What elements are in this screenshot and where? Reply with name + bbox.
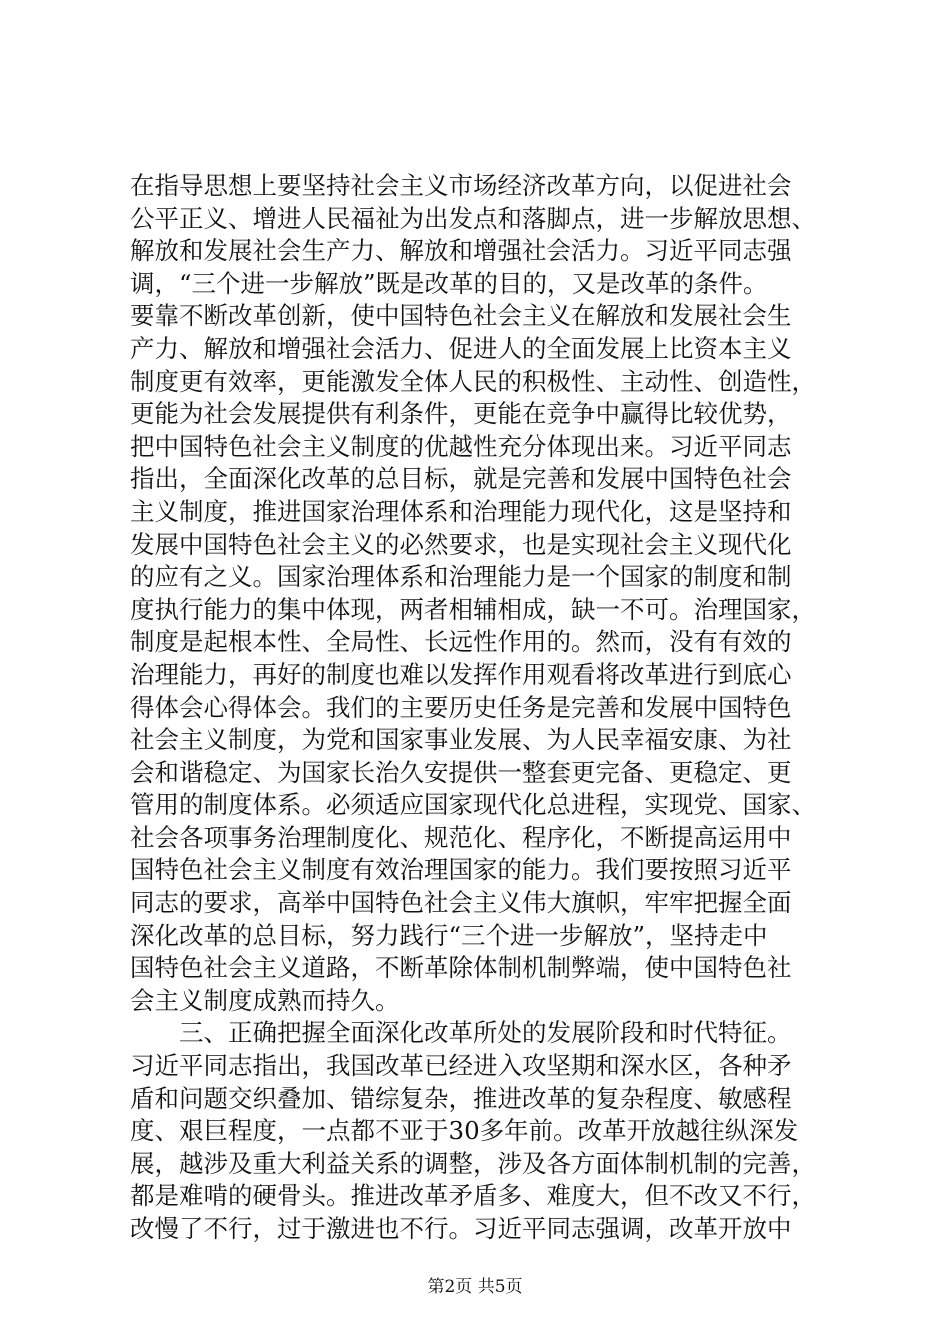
- text-line: 会和谐稳定、为国家长治久安提供一整套更完备、更稳定、更: [130, 757, 792, 787]
- text-line: 社会各项事务治理制度化、规范化、程序化，不断提高运用中: [130, 822, 792, 852]
- text-line: 深化改革的总目标，努力践行“三个进一步解放”，坚持走中: [130, 920, 768, 950]
- text-line: 调，“三个进一步解放”既是改革的目的，又是改革的条件。: [130, 268, 768, 298]
- text-line: 治理能力，再好的制度也难以发挥作用观看将改革进行到底心: [130, 659, 792, 689]
- text-line: 社会主义制度，为党和国家事业发展、为人民幸福安康、为社: [130, 725, 792, 755]
- text-line: 会主义制度成熟而持久。: [130, 985, 400, 1015]
- text-line: 国特色社会主义道路，不断革除体制机制弊端，使中国特色社: [130, 953, 792, 983]
- section-heading: 三、正确把握全面深化改革所处的发展阶段和时代特征。: [179, 1018, 792, 1048]
- text-line: 把中国特色社会主义制度的优越性充分体现出来。习近平同志: [130, 431, 792, 461]
- text-line: 在指导思想上要坚持社会主义市场经济改革方向，以促进社会: [130, 171, 792, 200]
- text-line: 发展中国特色社会主义的必然要求，也是实现社会主义现代化: [130, 529, 792, 559]
- body-text: [130, 170, 830, 1246]
- text-line: 产力、解放和增强社会活力、促进人的全面发展上比资本主义: [130, 333, 792, 363]
- text-line: 都是难啃的硬骨头。推进改革矛盾多、难度大，但不改又不行，: [130, 1181, 816, 1211]
- text-line: 得体会心得体会。我们的主要历史任务是完善和发展中国特色: [130, 692, 792, 722]
- text-line: 盾和问题交织叠加、错综复杂，推进改革的复杂程度、敏感程: [130, 1083, 792, 1113]
- text-line: 制度是起根本性、全局性、长远性作用的。然而，没有有效的: [130, 627, 792, 657]
- text-line: 主义制度，推进国家治理体系和治理能力现代化，这是坚持和: [130, 496, 792, 526]
- text-line: 公平正义、增进人民福祉为出发点和落脚点，进一步解放思想、: [130, 203, 816, 233]
- text-line: 习近平同志指出，我国改革已经进入攻坚期和深水区，各种矛: [130, 1051, 792, 1081]
- text-line: 度、艰巨程度，一点都不亚于30多年前。改革开放越往纵深发: [130, 1116, 799, 1146]
- text-line: 改慢了不行，过于激进也不行。习近平同志强调，改革开放中: [130, 1214, 792, 1243]
- text-line: 同志的要求，高举中国特色社会主义伟大旗帜，牢牢把握全面: [130, 888, 792, 918]
- text-line: 国特色社会主义制度有效治理国家的能力。我们要按照习近平: [130, 855, 792, 885]
- text-line: 制度更有效率，更能激发全体人民的积极性、主动性、创造性，: [130, 366, 816, 396]
- text-line: 要靠不断改革创新，使中国特色社会主义在解放和发展社会生: [130, 301, 792, 331]
- text-line: 的应有之义。国家治理体系和治理能力是一个国家的制度和制: [130, 562, 792, 592]
- text-line: 解放和发展社会生产力、解放和增强社会活力。习近平同志强: [130, 236, 792, 266]
- text-line: 更能为社会发展提供有利条件，更能在竞争中赢得比较优势，: [130, 399, 792, 429]
- text-line: 展，越涉及重大利益关系的调整，涉及各方面体制机制的完善，: [130, 1148, 816, 1178]
- text-line: 指出，全面深化改革的总目标，就是完善和发展中国特色社会: [130, 464, 792, 494]
- text-line: 管用的制度体系。必须适应国家现代化总进程，实现党、国家、: [130, 790, 816, 820]
- page-number-footer: 第2页 共5页: [427, 1277, 523, 1297]
- text-line: 度执行能力的集中体现，两者相辅相成，缺一不可。治理国家，: [130, 594, 816, 624]
